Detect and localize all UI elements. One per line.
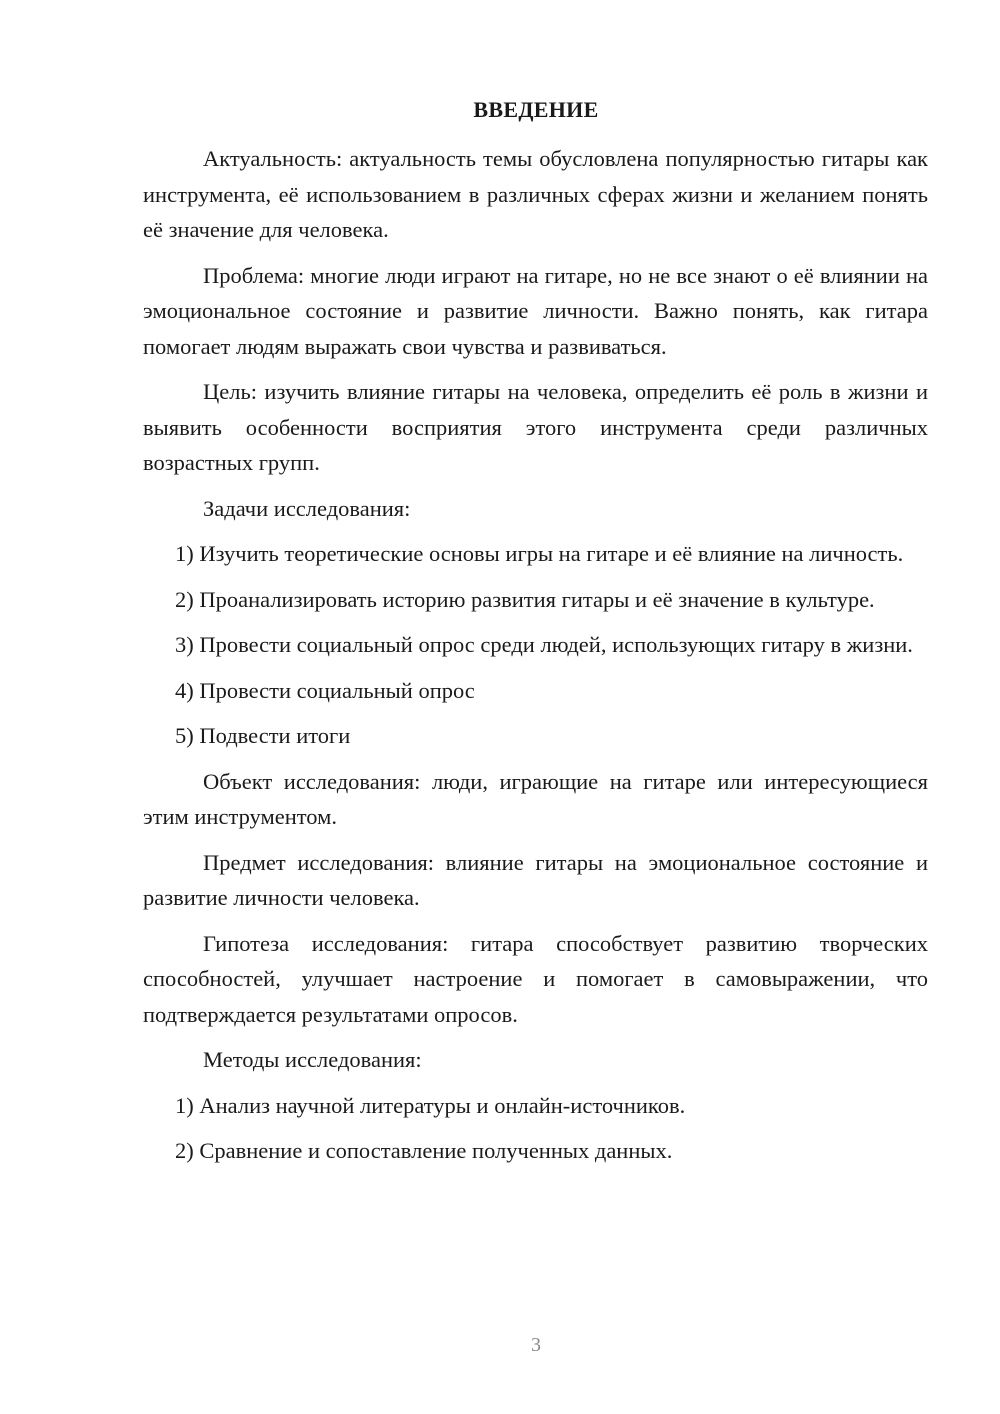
page-number: 3 bbox=[531, 1334, 541, 1356]
paragraph-methods-heading: Методы исследования: bbox=[203, 1047, 422, 1072]
task-item-1: 1) Изучить теоретические основы игры на гитаре и её влияние на личность. bbox=[175, 541, 904, 566]
document-body bbox=[143, 141, 928, 1179]
paragraph-relevance: Актуальность: актуальность темы обусловлена популярностью гитары как инструмента, её использованием в различных сферах жизни и желанием понять её значение для человека. bbox=[143, 146, 928, 242]
task-item-4: 4) Провести социальный опрос bbox=[175, 677, 475, 703]
task-item-2: 2) Проанализировать историю развития гитары и её значение в культуре. bbox=[175, 586, 875, 612]
page-title: ВВЕДЕНИЕ bbox=[473, 97, 599, 122]
paragraph-tasks-heading: Задачи исследования: bbox=[203, 495, 411, 521]
method-item-1: 1) Анализ научной литературы и онлайн-источников. bbox=[175, 1092, 686, 1118]
task-item-3: 3) Провести социальный опрос среди людей, использующих гитару в жизни. bbox=[175, 632, 913, 657]
task-item-5: 5) Подвести итоги bbox=[175, 723, 351, 748]
paragraph-goal: Цель: изучить влияние гитары на человека, определить её роль в жизни и выявить особенности восприятия этого инструмента среди различных возрастных групп. bbox=[143, 379, 928, 475]
paragraph-hypothesis: Гипотеза исследования: гитара способствует развитию творческих способностей, улучшает настроение и помогает в самовыражении, что подтверждается результатами опросов. bbox=[143, 930, 928, 1027]
method-item-2: 2) Сравнение и сопоставление полученных данных. bbox=[175, 1138, 673, 1163]
paragraph-subject: Предмет исследования: влияние гитары на эмоциональное состояние и развитие личности человека. bbox=[143, 849, 928, 910]
paragraph-problem: Проблема: многие люди играют на гитаре, но не все знают о её влиянии на эмоциональное состояние и развитие личности. Важно понять, как гитара помогает людям выражать свои чувства и развиваться. bbox=[143, 262, 928, 359]
paragraph-object: Объект исследования: люди, играющие на гитаре или интересующиеся этим инструментом. bbox=[143, 768, 928, 829]
